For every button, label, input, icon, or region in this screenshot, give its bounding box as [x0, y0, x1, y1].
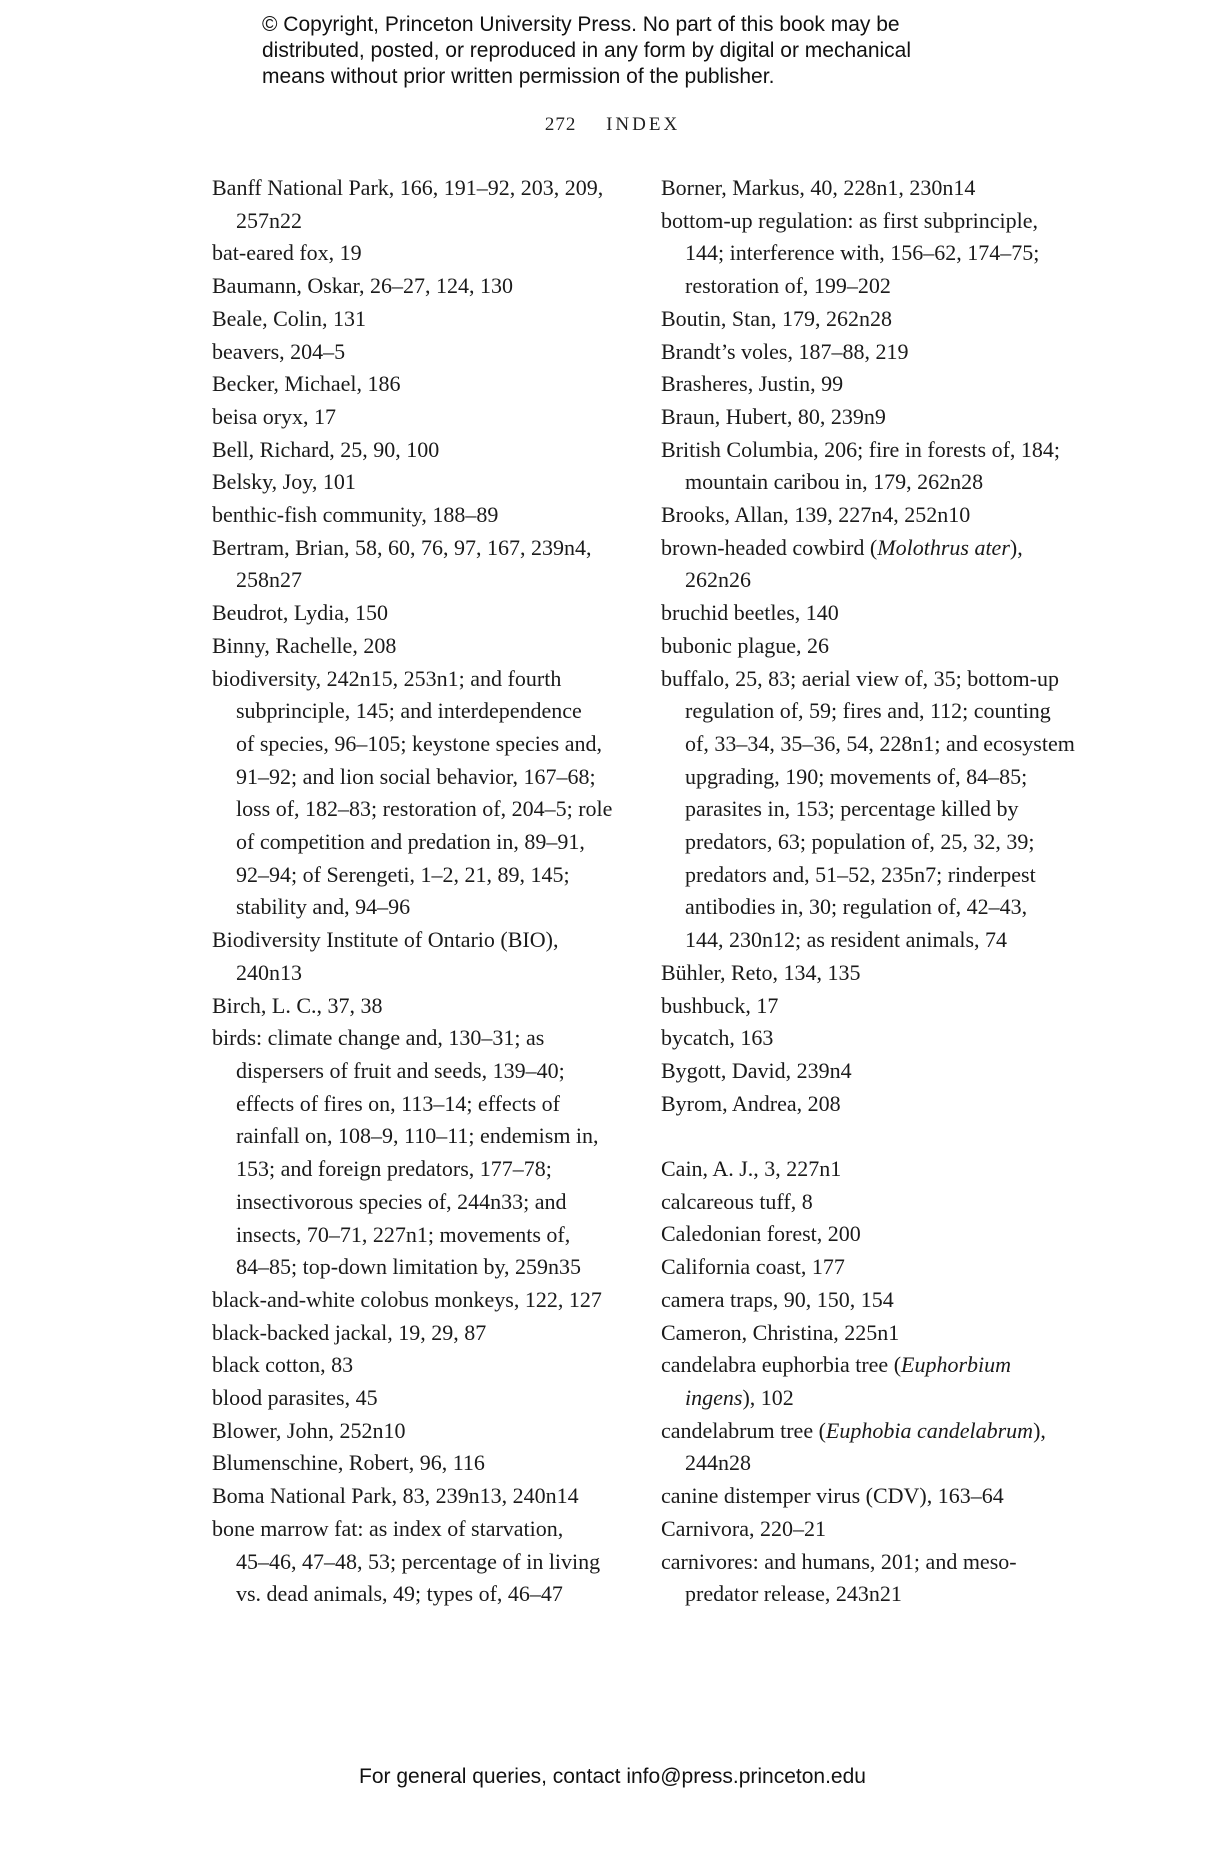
index-entry	[637, 1088, 1057, 1121]
index-entry-line: Biodiversity Institute of Ontario (BIO),	[212, 927, 559, 953]
copyright-line: distributed, posted, or reproduced in any form by digital or mechanical	[262, 39, 912, 62]
index-entry	[188, 924, 608, 989]
index-entry-line: regulation of, 59; fires and, 112; counting	[685, 698, 1051, 724]
index-entry-line: California coast, 177	[661, 1254, 845, 1280]
index-entry-line: bycatch, 163	[661, 1025, 774, 1051]
index-entry-line: Beale, Colin, 131	[212, 305, 366, 331]
index-entry-line: of species, 96–105; keystone species and,	[236, 730, 602, 756]
index-entry	[637, 663, 1075, 957]
index-entry-line: biodiversity, 242n15, 253n1; and fourth	[212, 665, 562, 691]
index-entry-line: rainfall on, 108–9, 110–11; endemism in,	[236, 1123, 599, 1149]
index-entry-line: Baumann, Oskar, 26–27, 124, 130	[212, 273, 513, 299]
index-entry	[637, 336, 1057, 369]
index-entry-line: 244n28	[685, 1450, 751, 1476]
index-entry-line: upgrading, 190; movements of, 84–85;	[685, 763, 1028, 789]
index-entry	[188, 270, 608, 303]
index-entry-line: Binny, Rachelle, 208	[212, 632, 397, 658]
index-entry	[188, 237, 608, 270]
index-entry-line: benthic-fish community, 188–89	[212, 502, 499, 528]
index-entry-line: Brooks, Allan, 139, 227n4, 252n10	[661, 502, 971, 528]
index-entry	[188, 1447, 608, 1480]
italic-text: Euphorbium	[901, 1352, 1012, 1378]
index-entry-line: Boma National Park, 83, 239n13, 240n14	[212, 1483, 579, 1509]
index-entry-line: Borner, Markus, 40, 228n1, 230n14	[661, 175, 976, 200]
index-entry-line: candelabra euphorbia tree (Euphorbium	[661, 1352, 1012, 1378]
index-entry-line: mountain caribou in, 179, 262n28	[685, 469, 984, 495]
index-entry	[637, 1055, 1057, 1088]
index-entry	[188, 303, 608, 336]
index-entry-line: dispersers of fruit and seeds, 139–40;	[236, 1057, 565, 1083]
italic-text: Euphobia candelabrum	[825, 1417, 1034, 1443]
index-entry-line: Becker, Michael, 186	[212, 371, 401, 397]
index-entry	[188, 990, 608, 1023]
index-entry-line: Caledonian forest, 200	[661, 1221, 861, 1247]
index-entry-line: brown-headed cowbird (Molothrus ater),	[661, 534, 1023, 560]
index-entry-line: Byrom, Andrea, 208	[661, 1090, 841, 1116]
index-entry-line: 144, 230n12; as resident animals, 74	[685, 927, 1008, 953]
index-entry-line: 262n26	[685, 567, 751, 593]
index-entry-line: beisa oryx, 17	[212, 403, 337, 429]
footer-contact: For general queries, contact info@press.princeton.edu	[359, 1765, 866, 1788]
index-entry	[188, 1480, 608, 1513]
index-entry	[188, 1513, 608, 1611]
index-entry	[637, 1284, 1057, 1317]
index-group-c	[637, 1153, 1057, 1611]
index-entry	[188, 1415, 608, 1448]
index-entry	[637, 1022, 1057, 1055]
index-entry	[637, 434, 1061, 499]
index-entry	[637, 1415, 1057, 1480]
index-entry	[188, 1349, 608, 1382]
italic-text: Molothrus ater	[877, 534, 1010, 560]
index-entry-line: 45–46, 47–48, 53; percentage of in living	[236, 1548, 601, 1574]
index-entry-line: bubonic plague, 26	[661, 632, 830, 658]
index-entry-line: 144; interference with, 156–62, 174–75;	[685, 240, 1040, 266]
index-entry-line: ingens), 102	[685, 1385, 794, 1410]
index-entry-line: Brasheres, Justin, 99	[661, 371, 844, 397]
index-entry-line: buffalo, 25, 83; aerial view of, 35; bottom-up	[661, 665, 1059, 691]
index-entry	[188, 499, 608, 532]
index-entry-line: Cain, A. J., 3, 227n1	[661, 1156, 842, 1182]
index-entry-line: 257n22	[236, 207, 302, 233]
index-entry-line: of, 33–34, 35–36, 54, 228n1; and ecosystem	[685, 730, 1075, 756]
index-entry-line: effects of fires on, 113–14; effects of	[236, 1090, 560, 1116]
index-entry	[188, 172, 608, 237]
index-entry-line: insectivorous species of, 244n33; and	[236, 1188, 567, 1214]
index-entry	[637, 368, 1057, 401]
page-number: 272	[544, 114, 577, 135]
index-entry	[637, 990, 1057, 1023]
index-entry	[637, 401, 1057, 434]
index-entry-line: black cotton, 83	[212, 1352, 354, 1378]
index-entry	[637, 1546, 1057, 1611]
index-entry	[637, 532, 1057, 597]
index-entry-line: blood parasites, 45	[212, 1385, 378, 1411]
index-entry-line: of competition and predation in, 89–91,	[236, 829, 585, 855]
index-entry-line: bone marrow fat: as index of starvation,	[212, 1515, 564, 1541]
index-entry	[637, 597, 1057, 630]
index-entry-line: birds: climate change and, 130–31; as	[212, 1025, 545, 1051]
index-entry-line: Blumenschine, Robert, 96, 116	[212, 1450, 485, 1476]
index-entry-line: Birch, L. C., 37, 38	[212, 992, 383, 1018]
index-entry-line: bottom-up regulation: as first subprinciple,	[661, 207, 1038, 233]
index-entry-line: bat-eared fox, 19	[212, 240, 362, 266]
index-group-b	[637, 172, 1075, 1120]
index-entry-line: vs. dead animals, 49; types of, 46–47	[236, 1581, 563, 1607]
index-entry	[188, 336, 608, 369]
index-entry	[188, 434, 608, 467]
index-entry	[637, 499, 1057, 532]
index-entry-line: bushbuck, 17	[661, 992, 779, 1018]
index-entry-line: Bühler, Reto, 134, 135	[661, 959, 861, 985]
index-entry-line: 91–92; and lion social behavior, 167–68;	[236, 763, 596, 789]
index-column-left	[188, 172, 613, 1611]
index-entry	[637, 1513, 1057, 1546]
index-entry-line: beavers, 204–5	[212, 338, 346, 364]
index-entry-line: carnivores: and humans, 201; and meso-	[661, 1548, 1017, 1574]
index-entry-line: 240n13	[236, 959, 302, 985]
index-entry	[188, 1382, 608, 1415]
index-entry-line: candelabrum tree (Euphobia candelabrum),	[661, 1417, 1046, 1443]
index-entry	[188, 466, 608, 499]
index-entry	[637, 1153, 1057, 1186]
index-entry	[637, 303, 1057, 336]
index-entry-line: calcareous tuff, 8	[661, 1188, 813, 1214]
index-entry-line: 258n27	[236, 567, 302, 593]
running-head	[0, 114, 1225, 136]
index-entry-line: 92–94; of Serengeti, 1–2, 21, 89, 145;	[236, 861, 570, 887]
index-entry-line: black-backed jackal, 19, 29, 87	[212, 1319, 487, 1345]
copyright-notice	[262, 12, 1022, 90]
index-entry-line: camera traps, 90, 150, 154	[661, 1286, 894, 1312]
index-entry-line: Boutin, Stan, 179, 262n28	[661, 305, 893, 331]
index-entry	[188, 1022, 608, 1284]
index-column-right	[637, 172, 1075, 1611]
index-entry-line: Bell, Richard, 25, 90, 100	[212, 436, 440, 462]
index-entry-line: predator release, 243n21	[685, 1581, 902, 1607]
italic-text: ingens	[685, 1385, 743, 1410]
index-entry	[188, 401, 608, 434]
index-entry-line: Bygott, David, 239n4	[661, 1057, 852, 1083]
index-entry-line: Cameron, Christina, 225n1	[661, 1319, 900, 1345]
index-entry	[637, 1251, 1057, 1284]
copyright-line: means without prior written permission of the publisher.	[262, 65, 775, 88]
index-entry	[188, 532, 608, 597]
index-entry-line: antibodies in, 30; regulation of, 42–43,	[685, 894, 1028, 920]
index-entry-line: Blower, John, 252n10	[212, 1417, 406, 1443]
index-entry	[188, 1284, 608, 1317]
index-entry-line: bruchid beetles, 140	[661, 600, 839, 626]
index-entry	[637, 1317, 1057, 1350]
index-entry-line: 84–85; top-down limitation by, 259n35	[236, 1254, 582, 1280]
index-entry	[637, 957, 1057, 990]
index-entry-line: subprinciple, 145; and interdependence	[236, 698, 582, 724]
letter-gap	[637, 1120, 1057, 1153]
index-entry-line: parasites in, 153; percentage killed by	[685, 796, 1019, 822]
index-entry-line: predators and, 51–52, 235n7; rinderpest	[685, 861, 1036, 887]
index-entry-line: predators, 63; population of, 25, 32, 39;	[685, 829, 1035, 855]
index-entry	[637, 1218, 1057, 1251]
index-entry-line: Beudrot, Lydia, 150	[212, 600, 388, 626]
index-entry-line: Belsky, Joy, 101	[212, 469, 356, 495]
index-entry	[637, 1349, 1057, 1414]
index-entry	[637, 1186, 1057, 1219]
index-entry	[637, 1480, 1057, 1513]
index-entry	[188, 1317, 608, 1350]
index-entry	[637, 172, 1057, 205]
index-entry-line: 153; and foreign predators, 177–78;	[236, 1156, 552, 1182]
index-entry-line: Brandt’s voles, 187–88, 219	[661, 338, 909, 364]
index-entry	[637, 205, 1057, 303]
index-entry-line: insects, 70–71, 227n1; movements of,	[236, 1221, 571, 1247]
index-entry	[188, 630, 608, 663]
index-entry-line: black-and-white colobus monkeys, 122, 127	[212, 1286, 602, 1312]
index-entry-line: restoration of, 199–202	[685, 273, 891, 299]
index-entry-line: loss of, 182–83; restoration of, 204–5; role	[236, 796, 613, 822]
index-entry-line: British Columbia, 206; fire in forests of, 184;	[661, 436, 1061, 462]
index-entry-line: Banff National Park, 166, 191–92, 203, 209,	[212, 175, 604, 200]
index-entry-line: Bertram, Brian, 58, 60, 76, 97, 167, 239n4,	[212, 534, 592, 560]
index-entry	[637, 630, 1057, 663]
index-entry-line: Carnivora, 220–21	[661, 1515, 826, 1541]
index-entry	[188, 368, 608, 401]
index-entry-line: Braun, Hubert, 80, 239n9	[661, 403, 886, 429]
index-entry	[188, 663, 613, 925]
index-entry	[188, 597, 608, 630]
index-entry-line: canine distemper virus (CDV), 163–64	[661, 1483, 1004, 1509]
copyright-line: © Copyright, Princeton University Press. No part of this book may be	[262, 13, 900, 36]
index-entry-line: stability and, 94–96	[236, 894, 411, 920]
section-title: INDEX	[606, 114, 681, 135]
